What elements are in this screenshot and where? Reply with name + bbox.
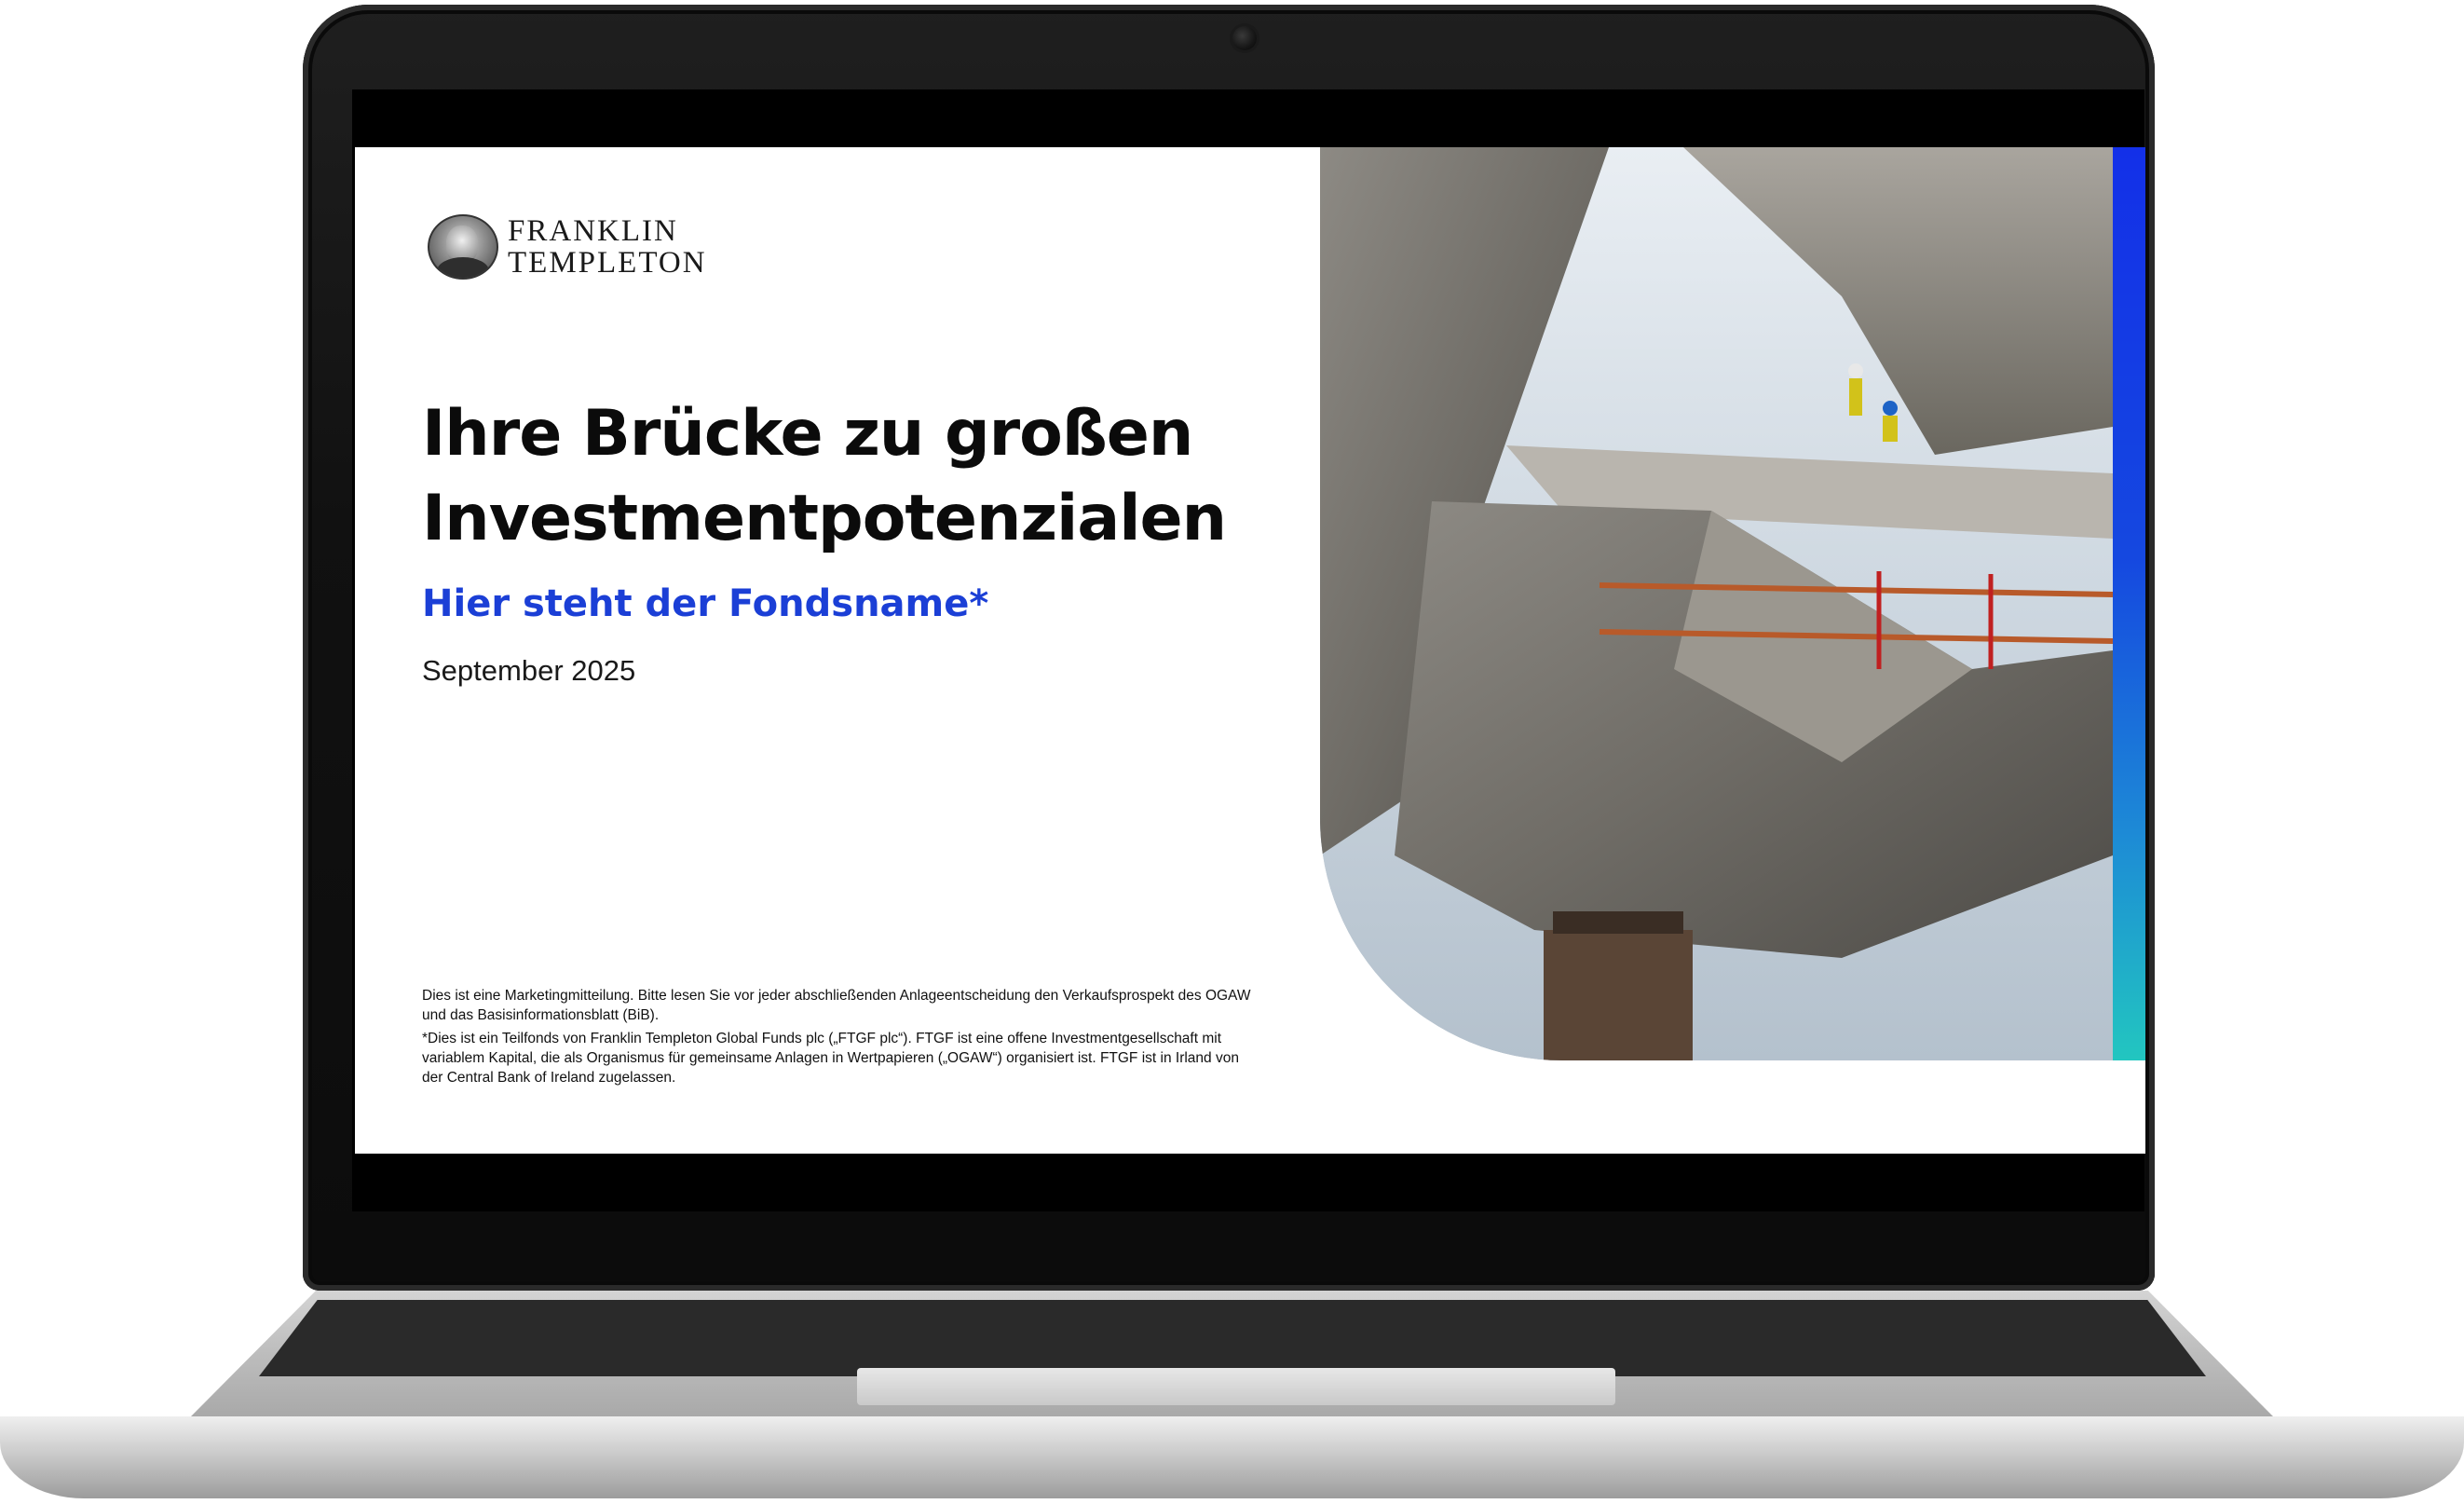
benjamin-franklin-seal-icon [428, 214, 498, 280]
logo-wordmark [508, 215, 707, 279]
slide-title [422, 391, 1354, 561]
touchpad [857, 1368, 1615, 1405]
keyboard [259, 1300, 2206, 1376]
presentation-slide [355, 147, 2145, 1154]
accent-gradient-bar [2113, 147, 2145, 1060]
title-line-1: Ihre Brücke zu großen [422, 397, 1193, 471]
laptop-base-front [0, 1416, 2464, 1498]
franklin-templeton-logo [428, 214, 707, 280]
disclaimer-marketing: Dies ist eine Marketingmitteilung. Bitte lesen Sie vor jeder abschließenden Anlageentscheidung den Verkaufsprospekt des OGAW und das Basisinformationsblatt (BiB). [422, 988, 1251, 1023]
slide-date: September 2025 [422, 654, 636, 687]
fund-name-subtitle: Hier steht der Fondsname* [422, 582, 989, 625]
webcam-icon [1232, 26, 1257, 50]
disclaimer [422, 986, 1260, 1091]
disclaimer-fund: *Dies ist ein Teilfonds von Franklin Templeton Global Funds plc („FTGF plc“). FTGF ist eine offene Investmentgesellschaft mit variablem Kapital, die als Organismus für gemeinsame Anlagen in Wertpapieren („OGAW“) organisiert ist. FTGF ist in Irland von der Central Bank of Ireland zugelassen. [422, 1031, 1239, 1086]
title-line-2: Investmentpotenzialen [422, 482, 1227, 555]
logo-line-2: TEMPLETON [508, 246, 707, 280]
logo-line-1: FRANKLIN [508, 214, 678, 248]
bridge-illustration [1320, 147, 2113, 1060]
bridge-construction-photo [1320, 147, 2113, 1060]
